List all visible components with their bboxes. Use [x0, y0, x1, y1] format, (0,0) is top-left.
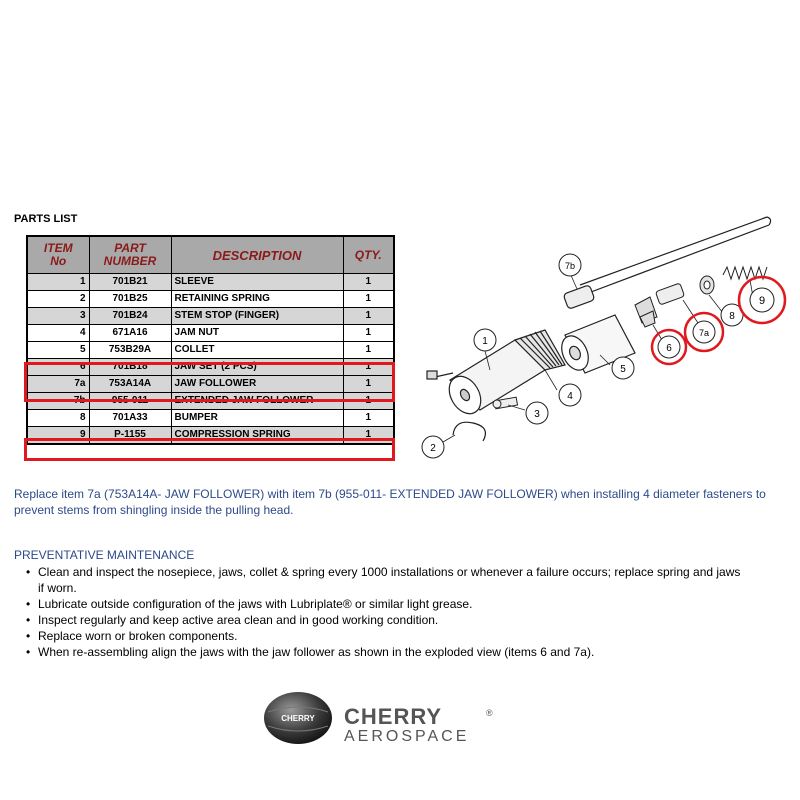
- part-header-line1: PART: [114, 241, 146, 255]
- part-number-header: [89, 236, 171, 274]
- part-number: 701A33: [89, 410, 171, 427]
- callout-3-label: 3: [534, 409, 540, 420]
- description: JAW FOLLOWER: [171, 376, 343, 393]
- list-item: • Replace worn or broken components.: [22, 628, 742, 644]
- quantity: 1: [343, 376, 394, 393]
- quantity: 1: [343, 291, 394, 308]
- retaining-spring: [453, 422, 485, 441]
- highlight-box-items-6-7a: [24, 362, 395, 402]
- item-no: 7a: [27, 376, 89, 393]
- item-no: 1: [27, 274, 89, 291]
- callout-4-label: 4: [567, 391, 573, 402]
- maintenance-title: PREVENTATIVE MAINTENANCE: [14, 548, 195, 562]
- quantity: 1: [343, 342, 394, 359]
- quantity: 1: [343, 427, 394, 445]
- description: BUMPER: [171, 410, 343, 427]
- part-number: 955-011: [89, 393, 171, 410]
- callout-4: [559, 384, 581, 406]
- callout-7a-label: 7a: [698, 328, 710, 338]
- list-item: • Clean and inspect the nosepiece, jaws, collet & spring every 1000 installations or whenever a failure occurs; replace spring and jaws if worn.: [22, 564, 742, 596]
- maintenance-list: [22, 564, 742, 660]
- callout-7b-label: 7b: [564, 261, 576, 271]
- logo-name: CHERRY: [344, 704, 443, 729]
- quantity: 1: [343, 325, 394, 342]
- logo-subtitle: AEROSPACE: [344, 728, 470, 745]
- item-no: 8: [27, 410, 89, 427]
- callout-2-label: 2: [430, 443, 436, 454]
- description: COLLET: [171, 342, 343, 359]
- bumper: [700, 276, 714, 294]
- table-row: [27, 410, 394, 427]
- quantity: 1: [343, 393, 394, 410]
- item-no: 7b: [27, 393, 89, 410]
- description: JAW SET (2 PCS): [171, 359, 343, 376]
- description: EXTENDED JAW FOLLOWER: [171, 393, 343, 410]
- part-header-line2: NUMBER: [103, 254, 157, 268]
- description: RETAINING SPRING: [171, 291, 343, 308]
- item-no: 4: [27, 325, 89, 342]
- quantity: 1: [343, 410, 394, 427]
- part-number: 701B18: [89, 359, 171, 376]
- item-no: 5: [27, 342, 89, 359]
- exploded-view-diagram: [395, 205, 800, 475]
- callout-1-label: 1: [482, 336, 488, 347]
- quantity: 1: [343, 308, 394, 325]
- callout-9: [739, 277, 785, 323]
- quantity: 1: [343, 274, 394, 291]
- table-row: [27, 342, 394, 359]
- callout-2: [422, 436, 444, 458]
- list-item: • Lubricate outside configuration of the jaws with Lubriplate® or similar light grease.: [22, 596, 742, 612]
- part-number: 701B25: [89, 291, 171, 308]
- highlight-box-item-9: [24, 438, 395, 461]
- list-item: • Inspect regularly and keep active area clean and in good working condition.: [22, 612, 742, 628]
- table-row: [27, 291, 394, 308]
- callout-6: [652, 330, 686, 364]
- table-row: [27, 274, 394, 291]
- part-number: P-1155: [89, 427, 171, 445]
- jaw-follower: [655, 283, 684, 305]
- replacement-note: Replace item 7a (753A14A- JAW FOLLOWER) with item 7b (955-011- EXTENDED JAW FOLLOWER) when installing 4 diameter fasteners to prevent stems from shingling inside the pulling head.: [14, 487, 766, 517]
- item-no: 6: [27, 359, 89, 376]
- table-row: [27, 325, 394, 342]
- table-header-row: [27, 236, 394, 274]
- callout-7a: [685, 313, 723, 351]
- description: COMPRESSION SPRING: [171, 427, 343, 445]
- callout-3: [526, 402, 548, 424]
- jaws: [635, 297, 657, 327]
- parts-list-table: [26, 235, 395, 445]
- quantity: 1: [343, 359, 394, 376]
- callout-8-label: 8: [729, 311, 735, 322]
- item-header-line2: No: [50, 254, 67, 268]
- list-item: • When re-assembling align the jaws with the jaw follower as shown in the exploded view (items 6 and 7a).: [22, 644, 742, 660]
- description-header: DESCRIPTION: [171, 236, 343, 274]
- item-no-header: [27, 236, 89, 274]
- part-number: 753A14A: [89, 376, 171, 393]
- description: JAM NUT: [171, 325, 343, 342]
- table-row: [27, 308, 394, 325]
- callout-9-label: 9: [758, 295, 766, 307]
- logo-registered-mark: ®: [486, 708, 493, 718]
- item-no: 2: [27, 291, 89, 308]
- part-number: 701B24: [89, 308, 171, 325]
- callout-5: [612, 357, 634, 379]
- callout-1: [474, 329, 496, 351]
- logo-badge-text: CHERRY: [281, 714, 315, 723]
- part-number: 671A16: [89, 325, 171, 342]
- callout-5-label: 5: [620, 364, 626, 375]
- callout-6-label: 6: [666, 343, 672, 354]
- parts-list-title: PARTS LIST: [14, 213, 78, 225]
- description: SLEEVE: [171, 274, 343, 291]
- callout-7b: [559, 254, 581, 276]
- item-header-line1: ITEM: [43, 241, 73, 255]
- description: STEM STOP (FINGER): [171, 308, 343, 325]
- item-no: 9: [27, 427, 89, 445]
- qty-header: QTY.: [343, 236, 394, 274]
- part-number: 701B21: [89, 274, 171, 291]
- item-no: 3: [27, 308, 89, 325]
- part-number: 753B29A: [89, 342, 171, 359]
